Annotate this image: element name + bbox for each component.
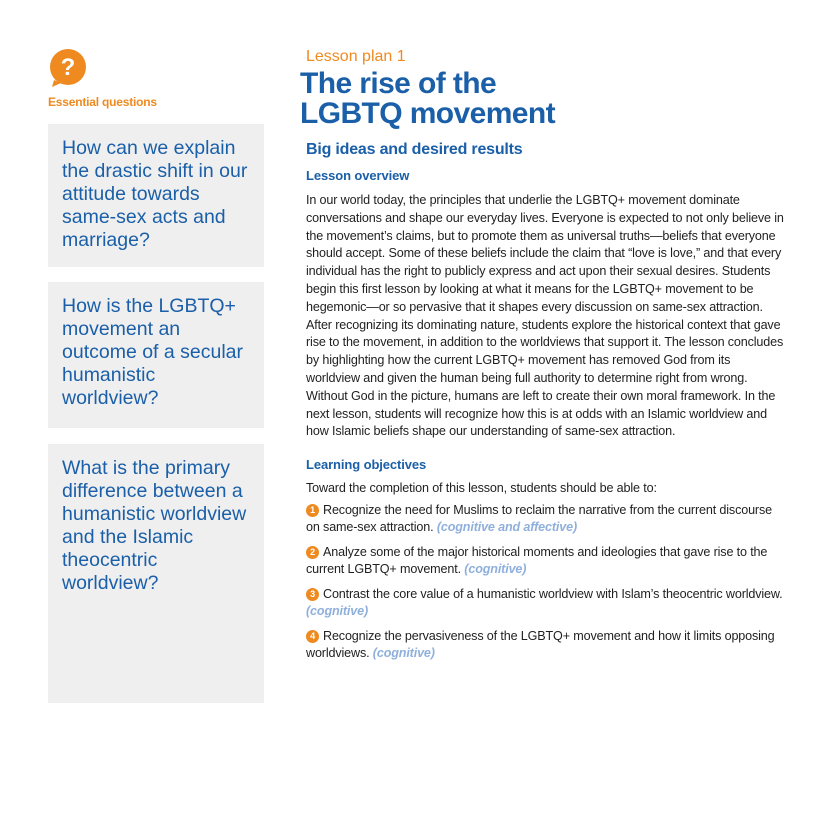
- objective-tag: (cognitive): [372, 646, 435, 661]
- essential-questions-sidebar: [48, 48, 264, 594]
- overview-text: In our world today, the principles that underlie the LGBTQ+ movement dominate conversations and shape our everyday lives. Everyone is expected to not only believe in the movement’s claims, but to promote them as universal truths—beliefs that everyone should accept. Some of these beliefs include the claim that “love is love,” and that every individual has the right to publicly express and act upon their sexual desires. Students begin this first lesson by looking at what it means for the LGBTQ+ movement to be hegemonic—or so pervasive that it shapes every discussion on same-sex attraction. After recognizing its dominating nature, students explore the historical context that gave rise to the movement, in addition to the worldviews that support it. The lesson concludes by highlighting how the current LGBTQ+ movement has removed God from its worldview and given the human being full authority to determine right from wrong. Without God in the picture, humans are left to create their own moral framework. In the next lesson, students will recognize how this is at odds with an Islamic worldview and how Islamic beliefs shape our understanding of same-sex attraction.: [306, 193, 784, 439]
- objective-item: [306, 544, 786, 578]
- essential-questions-label: Essential questions: [48, 95, 157, 109]
- objective-tag: (cognitive): [464, 562, 527, 577]
- objective-item: [306, 502, 786, 536]
- lesson-content: [300, 48, 786, 670]
- objective-text: Contrast the core value of a humanistic worldview with Islam’s theocentric worldview.: [323, 587, 783, 602]
- objectives-list: [306, 502, 786, 662]
- lesson-title-line-2: LGBTQ movement: [300, 97, 555, 130]
- overview-heading: Lesson overview: [306, 168, 410, 183]
- objective-number-badge: 2: [306, 546, 319, 559]
- objective-number-badge: 3: [306, 588, 319, 601]
- lesson-number: Lesson plan 1: [306, 48, 406, 65]
- objective-item: [306, 586, 786, 620]
- lesson-title: [300, 69, 786, 129]
- svg-text:?: ?: [60, 54, 76, 81]
- question-bubble-icon: [48, 48, 88, 88]
- objective-item: [306, 628, 786, 662]
- objective-number-badge: 4: [306, 630, 319, 643]
- objective-text: Recognize the need for Muslims to reclaim the narrative from the current discourse on same-sex attraction.: [306, 503, 772, 535]
- section-heading: Big ideas and desired results: [306, 141, 523, 158]
- lesson-title-line-1: The rise of the: [300, 67, 497, 100]
- objectives-heading: Learning objectives: [306, 457, 427, 473]
- question-box-1: How can we explain the drastic shift in our attitude towards same-sex acts and marriage?: [48, 124, 264, 267]
- objective-number-badge: 1: [306, 504, 319, 517]
- question-box-3: What is the primary difference between a humanistic worldview and the Islamic theocentric worldview?: [48, 444, 264, 703]
- objective-tag: (cognitive): [306, 604, 369, 619]
- objective-text: Recognize the pervasiveness of the LGBTQ+ movement and how it limits opposing worldviews.: [306, 629, 775, 661]
- question-box-2: How is the LGBTQ+ movement an outcome of a secular humanistic worldview?: [48, 282, 264, 428]
- objectives-intro: Toward the completion of this lesson, students should be able to:: [306, 481, 657, 496]
- objective-text: Analyze some of the major historical moments and ideologies that gave rise to the current LGBTQ+ movement.: [306, 545, 768, 577]
- objective-tag: (cognitive and affective): [436, 520, 577, 535]
